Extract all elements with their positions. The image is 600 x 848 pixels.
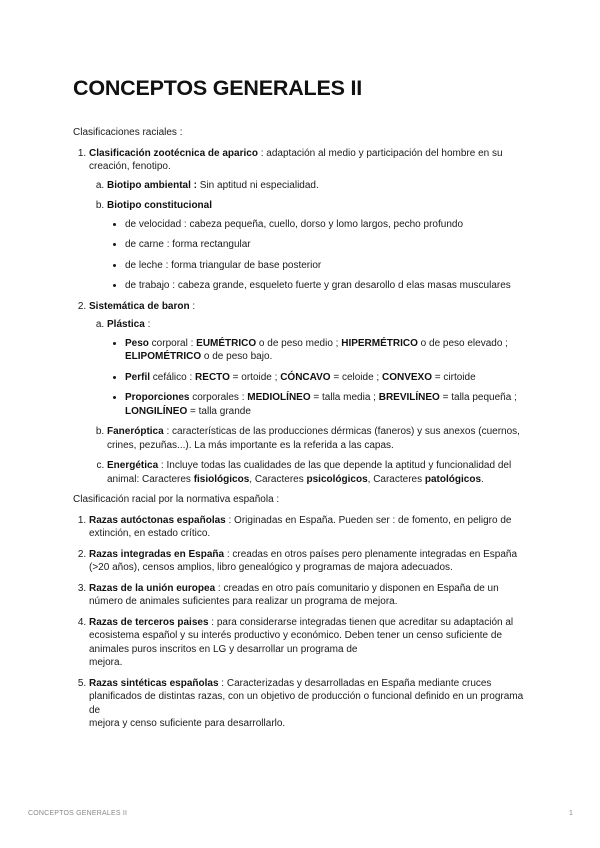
racial-intro: Clasificaciones raciales : xyxy=(73,127,183,138)
list-item-baron: 2. Sistemática de baron : a. Plástica : • Peso corporal : EUMÉTRICO o de peso medio ; HIPERMÉTRICO o de peso elevado ; ELIPOMÉTRICO o de peso bajo. • Perfil cefálico : RECTO = ortoide ; CÓNCAVO = celoide ; CONVEXO = cirtoide • Proporciones corporales : MEDIOLÍNEO = talla media ; BREVILÍNEO = talla pequeña ; LONGILÍNEO = talla grande b. Faneróptica : características de las producciones dérmicas (faneros) y sus anexos (cuernos, crines, pezuñas...). La más importante es la referida a las capas. c. Energética : Incluye todas las cualidades de las que depende la aptitud y funcionalidad del animal: Caracteres fisiológicos, Caracteres psicológicos, Caracteres patológicos. xyxy=(89,300,531,487)
footer-title: CONCEPTOS GENERALES II xyxy=(28,810,128,817)
bullet-carne: • de carne : forma rectangular xyxy=(125,238,531,252)
footer-page-number: 1 xyxy=(569,810,573,817)
list-item-biotipo-ambiental: a. Biotipo ambiental : Sin aptitud ni especialidad. xyxy=(107,179,531,193)
list-item-biotipo-constitucional: b. Biotipo constitucional • de velocidad : cabeza pequeña, cuello, dorso y lomo largos, pecho profundo • de carne : forma rectangular • de leche : forma triangular de base posterior • de trabajo : cabeza grande, esqueleto fuerte y gran desarollo d elas masas musculares xyxy=(107,199,531,293)
list-item-aparico: 1. Clasificación zootécnica de aparico : adaptación al medio y participación del hombre en su creación, fenotipo. a. Biotipo ambiental : Sin aptitud ni especialidad. b. Biotipo constitucional • de velocidad : cabeza pequeña, cuello, dorso y lomo largos, pecho profundo • de carne : forma rectangular • de leche : forma triangular de base posterior • de trabajo : cabeza grande, esqueleto fuerte y gran desarollo d elas masas musculares xyxy=(89,147,531,293)
normativa-intro: Clasificación racial por la normativa española : xyxy=(73,494,280,505)
bullet-velocidad: • de velocidad : cabeza pequeña, cuello, dorso y lomo largos, pecho profundo xyxy=(125,218,531,232)
racial-list xyxy=(73,147,531,487)
list-item-terceros-paises: 4. Razas de terceros paises : para considerarse integradas tienen que acreditar su adaptación al ecosistema español y su interés productivo y económico. Deben tener un censo suficiente de animales puros inscritos en LG y desarrollar un programa de mejora. xyxy=(89,616,531,670)
list-item-energetica: c. Energética : Incluye todas las cualidades de las que depende la aptitud y funcionalidad del animal: Caracteres fisiológicos, Caracteres psicológicos, Caracteres patológicos. xyxy=(107,459,531,486)
page-title: CONCEPTOS GENERALES II xyxy=(73,76,363,100)
list-item-sinteticas: 5. Razas sintéticas españolas : Caracterizadas y desarrolladas en España mediante cruces planificados de distintas razas, con un objetivo de producción o funcional definido en un programa de mejora y censo suficiente para desarrollarlo. xyxy=(89,677,531,731)
list-item-integradas: 2. Razas integradas en España : creadas en otros países pero plenamente integradas en España (>20 años), censos amplios, libro genealógico y programas de majora adecuados. xyxy=(89,548,531,575)
bullet-trabajo: • de trabajo : cabeza grande, esqueleto fuerte y gran desarollo d elas masas musculares xyxy=(125,279,531,293)
list-item-plastica: a. Plástica : • Peso corporal : EUMÉTRICO o de peso medio ; HIPERMÉTRICO o de peso elevado ; ELIPOMÉTRICO o de peso bajo. • Perfil cefálico : RECTO = ortoide ; CÓNCAVO = celoide ; CONVEXO = cirtoide • Proporciones corporales : MEDIOLÍNEO = talla media ; BREVILÍNEO = talla pequeña ; LONGILÍNEO = talla grande xyxy=(107,318,531,418)
bullet-proporciones: • Proporciones corporales : MEDIOLÍNEO = talla media ; BREVILÍNEO = talla pequeña ; LONGILÍNEO = talla grande xyxy=(125,391,531,418)
list-item-autoctonas: 1. Razas autóctonas españolas : Originadas en España. Pueden ser : de fomento, en peligro de extinción, en estado crítico. xyxy=(89,514,531,541)
list-item-union-europea: 3. Razas de la unión europea : creadas en otro país comunitario y disponen en España de un número de animales suficientes para realizar un programa de mejora. xyxy=(89,582,531,609)
baron-sublist xyxy=(89,318,531,486)
aparico-sublist xyxy=(89,179,531,293)
plastica-bullets xyxy=(107,337,531,419)
biotipo-bullets xyxy=(107,218,531,293)
list-item-faneroptica: b. Faneróptica : características de las producciones dérmicas (faneros) y sus anexos (cuernos, crines, pezuñas...). La más importante es la referida a las capas. xyxy=(107,425,531,452)
bullet-perfil: • Perfil cefálico : RECTO = ortoide ; CÓNCAVO = celoide ; CONVEXO = cirtoide xyxy=(125,371,531,385)
normativa-list xyxy=(73,514,531,731)
bullet-peso: • Peso corporal : EUMÉTRICO o de peso medio ; HIPERMÉTRICO o de peso elevado ; ELIPOMÉTRICO o de peso bajo. xyxy=(125,337,531,364)
bullet-leche: • de leche : forma triangular de base posterior xyxy=(125,259,531,273)
document-body xyxy=(73,126,531,738)
